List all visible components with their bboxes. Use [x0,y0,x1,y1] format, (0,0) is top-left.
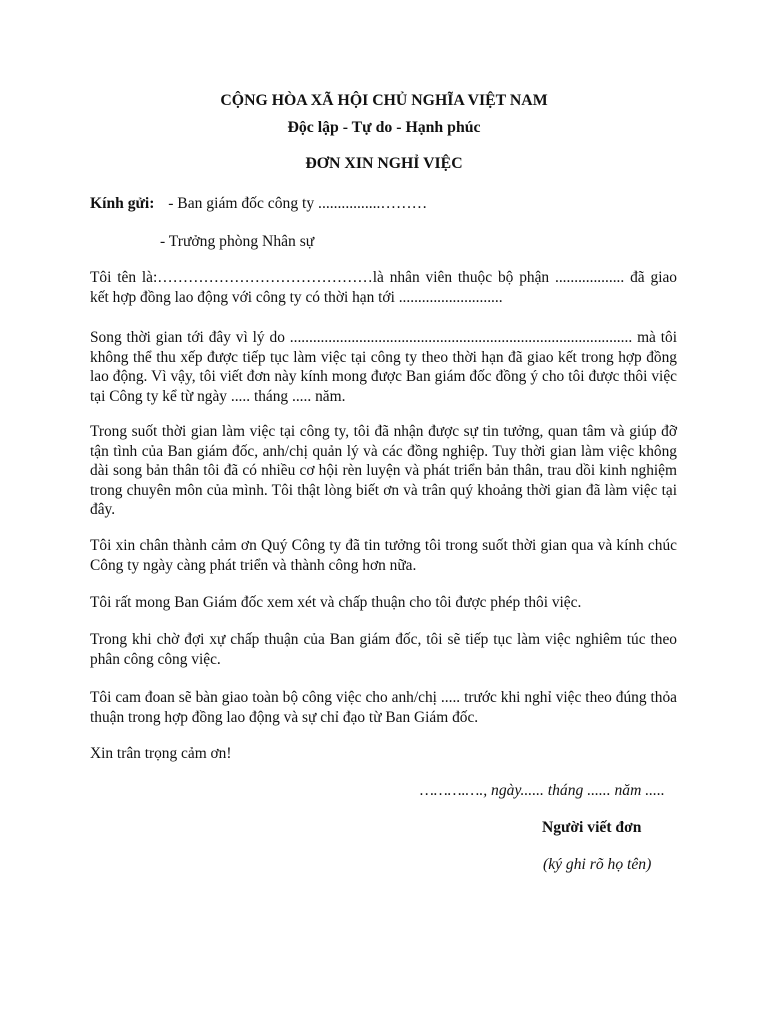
paragraph-gratitude: Trong suốt thời gian làm việc tại công ty, tôi đã nhận được sự tin tưởng, quan tâm và giúp đỡ tận tình của Ban giám đốc, anh/chị quản lý và các đồng nghiệp. Tuy thời gian làm việc không dài song bản thân tôi đã có nhiều cơ hội rèn luyện và phát triển bản thân, trau dồi kinh nghiệm trong chuyên môn của mình. Tôi thật lòng biết ơn và trân quý khoảng thời gian đã làm việc tại đây. [90,423,677,519]
paragraph-closing: Xin trân trọng cảm ơn! [90,745,232,762]
signer-note: (ký ghi rõ họ tên) [543,856,652,873]
recipient-line-1 [90,194,427,214]
recipient-label: Kính gửi: [90,195,155,212]
nation-header: CỘNG HÒA XÃ HỘI CHỦ NGHĨA VIỆT NAM [220,92,548,109]
recipient-line-2 [160,232,314,252]
date-line: ……….…., ngày...... tháng ...... năm ..... [420,782,665,799]
document-title: ĐƠN XIN NGHỈ VIỆC [305,155,463,172]
paragraph-handover: Tôi cam đoan sẽ bàn giao toàn bộ công việc cho anh/chị ..... trước khi nghỉ việc theo đúng thỏa thuận trong hợp đồng lao động và sự chỉ đạo từ Ban Giám đốc. [90,689,677,726]
paragraph-reason: Song thời gian tới đây vì lý do ......................................................................................... mà tôi không thể thu xếp được tiếp tục làm việc tại công ty theo thời hạn đã giao kết trong hợp đồng lao động. Vì vậy, tôi viết đơn này kính mong được Ban giám đốc đồng ý cho tôi được thôi việc tại Công ty kể từ ngày ..... tháng ..... năm. [90,329,677,405]
paragraph-commitment-work: Trong khi chờ đợi xự chấp thuận của Ban giám đốc, tôi sẽ tiếp tục làm việc nghiêm túc theo phân công công việc. [90,631,677,668]
recipient-hr: - Trưởng phòng Nhân sự [160,233,315,250]
recipient-company: - Ban giám đốc công ty ................……… [168,195,428,212]
paragraph-request: Tôi rất mong Ban Giám đốc xem xét và chấp thuận cho tôi được phép thôi việc. [90,594,582,611]
paragraph-thanks: Tôi xin chân thành cảm ơn Quý Công ty đã tin tưởng tôi trong suốt thời gian qua và kính chúc Công ty ngày càng phát triển và thành công hơn nữa. [90,537,677,574]
signer-title: Người viết đơn [542,819,642,836]
paragraph-intro: Tôi tên là:……………………………………là nhân viên thuộc bộ phận .................. đã giao kết hợp đồng lao động với công ty có thời hạn tới ........................... [90,269,677,306]
motto: Độc lập - Tự do - Hạnh phúc [287,119,481,136]
